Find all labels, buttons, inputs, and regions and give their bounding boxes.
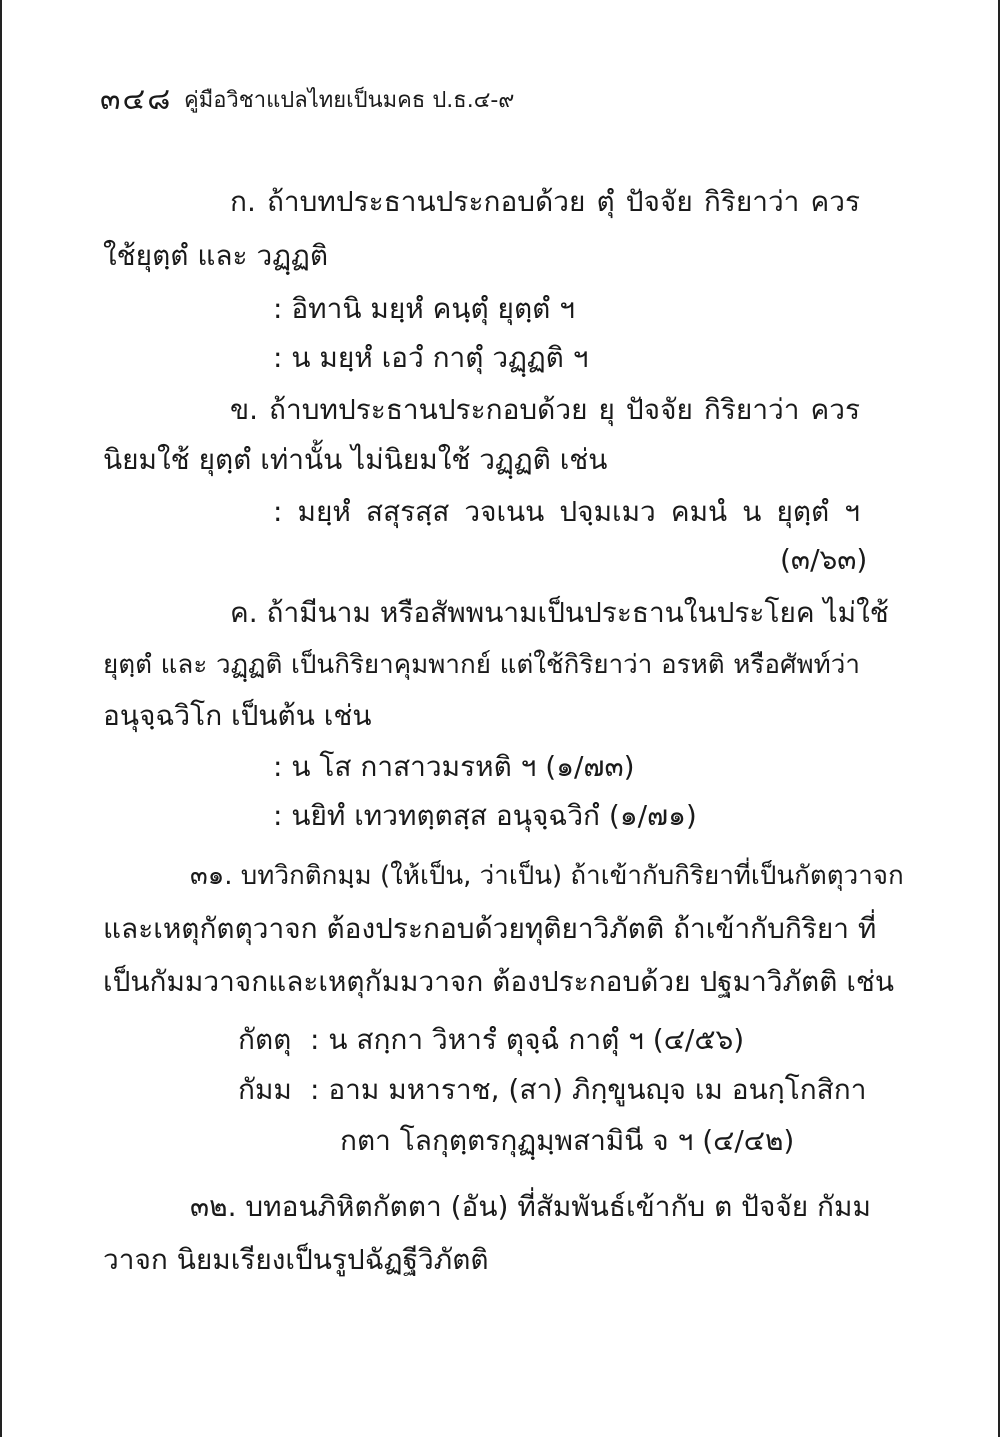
rule-31-example2-text: : อาม มหาราช, (สา) ภิกฺขูนญฺจ เม อนกฺโกสิกา <box>310 1073 867 1106</box>
rule-32-line1: ๓๒. บทอนภิหิตกัตตา (อัน) ที่สัมพันธ์เข้ากับ ต ปัจจัย กัมม <box>190 1190 871 1223</box>
section-kha-reference: (๓/๖๓) <box>780 543 868 576</box>
section-kha-example1: : มยฺหํ สสุรสฺส วจเนน ปจฺมเมว คมนํ น ยุตฺตํ ฯ <box>273 495 860 528</box>
section-kho-line3: อนุจฺฉวิโก เป็นต้น เช่น <box>103 699 372 732</box>
rule-31-line1: ๓๑. บทวิกติกมฺม (ให้เป็น, ว่าเป็น) ถ้าเข้ากับกิริยาที่เป็นกัตตุวาจก <box>190 861 904 891</box>
section-ka-line2: ใช้ยุตฺตํ และ วฏฺฏติ <box>103 239 328 272</box>
page-number: ๓๔๘ <box>100 82 173 117</box>
page-border-left <box>0 0 2 1437</box>
rule-31-example2-continuation: กตา โลกุตฺตรกุฏฺมฺพสามินี จ ฯ (๔/๔๒) <box>340 1124 795 1157</box>
rule-31-example1-label: กัตตุ <box>238 1023 292 1056</box>
rule-31-example1-text: : น สกฺกา วิหารํ ตุจฺฉํ กาตุํ ฯ (๔/๕๖) <box>310 1023 745 1056</box>
rule-31-example2-label: กัมม <box>238 1073 292 1106</box>
rule-32-line2: วาจก นิยมเรียงเป็นรูปฉัฏฐีวิภัตติ <box>103 1243 489 1276</box>
section-kha-line2: นิยมใช้ ยุตฺตํ เท่านั้น ไม่นิยมใช้ วฏฺฏติ เช่น <box>103 443 608 476</box>
section-kho-line2: ยุตฺตํ และ วฏฺฏติ เป็นกิริยาคุมพากย์ แต่ใช้กิริยาว่า อรหติ หรือศัพท์ว่า <box>103 650 860 680</box>
section-kho-example2: : นยิทํ เทวทตฺตสฺส อนุจฺฉวิกํ (๑/๗๑) <box>273 799 697 832</box>
section-ka-example1: : อิทานิ มยฺหํ คนฺตุํ ยุตฺตํ ฯ <box>273 292 575 325</box>
section-ka-line1: ก. ถ้าบทประธานประกอบด้วย ตุํ ปัจจัย กิริยาว่า ควร <box>230 185 860 218</box>
section-kho-line1: ค. ถ้ามีนาม หรือสัพพนามเป็นประธานในประโยค ไม่ใช้ <box>230 596 889 629</box>
rule-31-line2: และเหตุกัตตุวาจก ต้องประกอบด้วยทุติยาวิภัตติ ถ้าเข้ากับกิริยา ที่ <box>103 912 877 945</box>
section-kha-line1: ข. ถ้าบทประธานประกอบด้วย ยุ ปัจจัย กิริยาว่า ควร <box>230 393 860 426</box>
running-header-title: คู่มือวิชาแปลไทยเป็นมคธ ป.ธ.๔-๙ <box>184 88 515 113</box>
section-ka-example2: : น มยฺหํ เอวํ กาตุํ วฏฺฏติ ฯ <box>273 341 589 374</box>
section-kho-example1: : น โส กาสาวมรหติ ฯ (๑/๗๓) <box>273 750 635 783</box>
rule-31-line3: เป็นกัมมวาจกและเหตุกัมมวาจก ต้องประกอบด้วย ปฐมาวิภัตติ เช่น <box>103 965 895 998</box>
